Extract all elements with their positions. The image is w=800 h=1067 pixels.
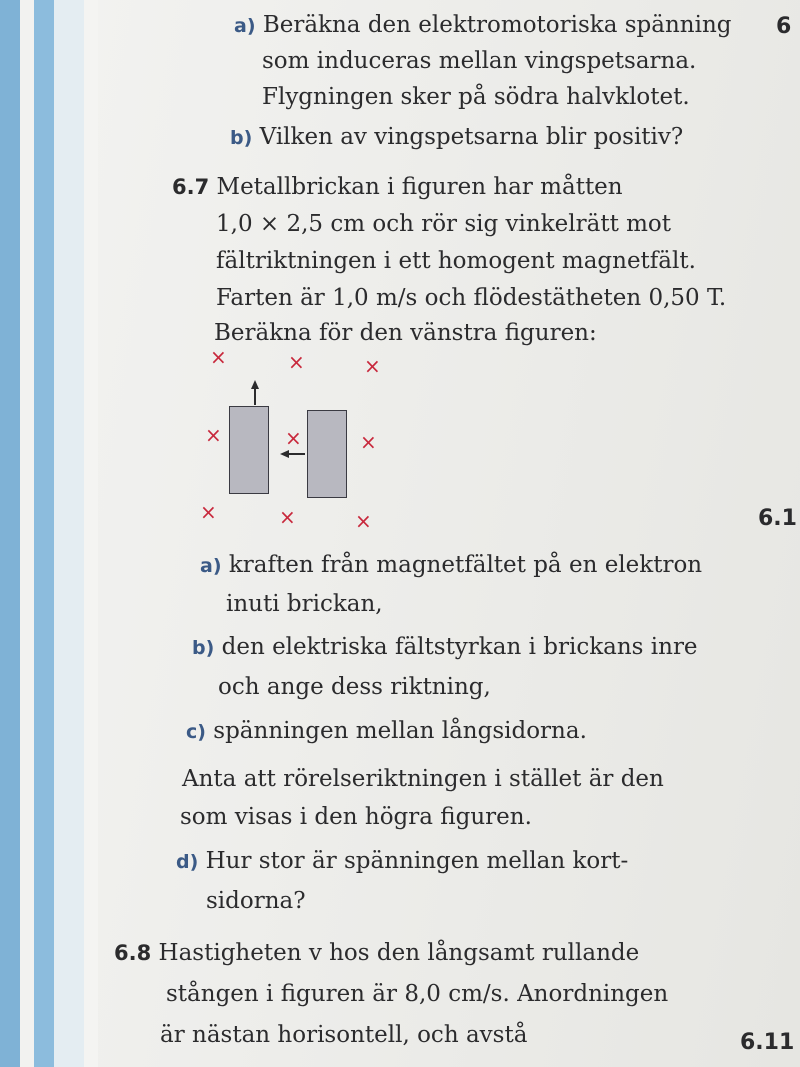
question-text: sidorna? [206, 888, 306, 914]
instruction-text: Anta att rörelseriktningen i stället är den [182, 766, 664, 792]
arrow-up-icon [251, 380, 259, 405]
problem-text: Hastigheten v hos den långsamt rullande [158, 940, 640, 966]
question-label: d) [176, 851, 199, 873]
subquestion-d [176, 850, 628, 873]
question-text: Vilken av vingspetsarna blir positiv? [259, 124, 684, 150]
question-text: Flygningen sker på södra halvklotet. [262, 84, 690, 110]
field-cross-icon: × [205, 423, 222, 447]
question-text: den elektriska fältstyrkan i brickans inre [221, 634, 698, 660]
question-text: Hur stor är spänningen mellan kort- [205, 848, 629, 874]
problem-number: 6.7 [172, 175, 210, 199]
question-label: b) [192, 637, 215, 659]
problem-text: Farten är 1,0 m/s och flödestätheten 0,50 T. [216, 285, 727, 311]
question-text: och ange dess riktning, [218, 674, 491, 700]
field-cross-icon: × [355, 509, 372, 533]
subquestion-c [186, 720, 587, 743]
question-text: kraften från magnetfältet på en elektron [228, 552, 703, 578]
page-number: 6 [776, 14, 792, 39]
field-cross-icon: × [364, 354, 381, 378]
field-cross-icon: × [288, 350, 305, 374]
side-reference: 6.1 [758, 506, 797, 531]
subquestion-a [200, 554, 702, 577]
arrow-left-icon [280, 450, 305, 458]
subquestion-b [192, 636, 698, 659]
problem-text: stången i figuren är 8,0 cm/s. Anordningen [166, 981, 669, 1007]
side-reference: 6.11 [740, 1030, 795, 1055]
question-label: c) [186, 721, 206, 743]
question-text: spänningen mellan långsidorna. [213, 718, 587, 744]
field-cross-icon: × [360, 430, 377, 454]
problem-number: 6.8 [114, 941, 152, 965]
field-cross-icon: × [210, 345, 227, 369]
question-label: a) [234, 15, 256, 37]
question-label: b) [230, 127, 253, 149]
problem-text: Metallbrickan i figuren har måtten [216, 174, 623, 200]
question-text: Beräkna den elektromotoriska spänning [262, 12, 732, 38]
question-text: som induceras mellan vingspetsarna. [262, 48, 697, 74]
problem-text: är nästan horisontell, och avstå [160, 1022, 528, 1048]
problem-text: Beräkna för den vänstra figuren: [214, 320, 597, 346]
field-cross-icon: × [279, 505, 296, 529]
question-label: a) [200, 555, 222, 577]
problem-text: 1,0 × 2,5 cm och rör sig vinkelrätt mot [216, 211, 672, 237]
field-cross-icon: × [200, 500, 217, 524]
question-text: inuti brickan, [226, 591, 383, 617]
problem-6-8 [114, 942, 639, 965]
instruction-text: som visas i den högra figuren. [180, 804, 532, 830]
problem-text: fältriktningen i ett homogent magnetfält. [216, 248, 696, 274]
field-cross-icon: × [285, 426, 302, 450]
